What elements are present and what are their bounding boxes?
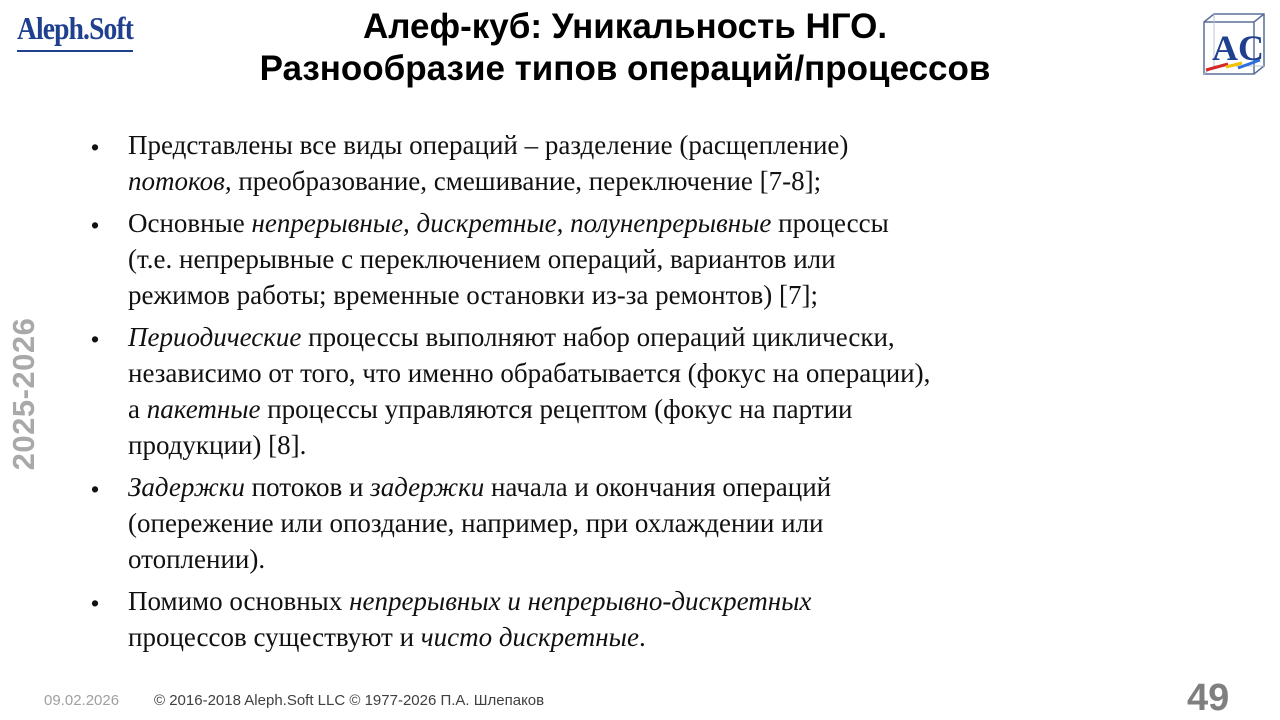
year-range-label: 2025-2026 bbox=[6, 317, 41, 471]
bullet-line bbox=[128, 319, 1180, 355]
title-line-1: Алеф-куб: Уникальность НГО. bbox=[362, 7, 888, 46]
bullet-item-operations bbox=[0, 127, 1180, 199]
bullet-line bbox=[128, 205, 1180, 241]
bullet-marker: • bbox=[91, 476, 100, 502]
text-run: Помимо основных bbox=[128, 586, 350, 616]
text-run: а bbox=[128, 394, 147, 424]
text-run: процессы управляются рецептом (фокус на партии bbox=[260, 394, 853, 424]
bullet-line bbox=[128, 619, 1180, 655]
italic-term: непрерывные, дискретные, полунепрерывные bbox=[251, 208, 772, 238]
italic-term: Периодические bbox=[128, 322, 302, 352]
bullet-marker: • bbox=[91, 326, 100, 352]
text-run: Основные bbox=[128, 208, 252, 238]
title-line-2: Разнообразие типов операций/процессов bbox=[259, 49, 991, 88]
bullet-marker: • bbox=[91, 212, 100, 238]
bullet-marker: • bbox=[91, 590, 100, 616]
logo-letters: AC bbox=[1212, 28, 1264, 68]
bullet-list bbox=[0, 127, 1180, 661]
italic-term: задержки bbox=[370, 472, 485, 502]
italic-term: непрерывных и непрерывно-дискретных bbox=[349, 586, 812, 616]
page-number: 49 bbox=[1187, 677, 1230, 719]
logo-underline bbox=[17, 50, 133, 52]
bullet-line bbox=[128, 163, 1180, 199]
bullet-item-delays bbox=[0, 469, 1180, 577]
bullet-line: Представлены все виды операций – разделение (расщепление) bbox=[128, 130, 849, 160]
italic-term: Задержки bbox=[128, 472, 245, 502]
text-run: потоков и bbox=[244, 472, 371, 502]
aleph-soft-logo: Aleph.Soft bbox=[17, 10, 134, 46]
text-run: начала и окончания операций bbox=[484, 472, 832, 502]
bullet-line: (т.е. непрерывные с переключением операций, вариантов или bbox=[128, 244, 836, 274]
bullet-line: отоплении). bbox=[128, 544, 266, 574]
bullet-line: продукции) [8]. bbox=[128, 430, 307, 460]
bullet-line bbox=[128, 391, 1180, 427]
text-run: преобразование, смешивание, переключение [7-8]; bbox=[231, 166, 822, 196]
italic-term: потоков, bbox=[128, 166, 232, 196]
bullet-marker: • bbox=[91, 134, 100, 160]
slide-title bbox=[200, 6, 1050, 90]
bullet-item-periodic bbox=[0, 319, 1180, 463]
bullet-line bbox=[128, 583, 1180, 619]
bullet-line: независимо от того, что именно обрабатывается (фокус на операции), bbox=[128, 358, 931, 388]
text-run: процессов существуют и bbox=[128, 622, 421, 652]
bullet-item-discrete bbox=[0, 583, 1180, 655]
bullet-line: (опережение или опоздание, например, при охлаждении или bbox=[128, 508, 824, 538]
text-run: процессы выполняют набор операций циклически, bbox=[301, 322, 895, 352]
italic-term: чисто дискретные bbox=[420, 622, 639, 652]
footer-copyright: © 2016-2018 Aleph.Soft LLC © 1977-2026 П.А. Шлепаков bbox=[154, 692, 545, 709]
bullet-line: режимов работы; временные остановки из-за ремонтов) [7]; bbox=[128, 280, 819, 310]
text-run: . bbox=[638, 622, 646, 652]
aleph-cube-logo-icon bbox=[1202, 12, 1266, 78]
footer-date: 09.02.2026 bbox=[44, 692, 120, 709]
bullet-line bbox=[128, 469, 1180, 505]
italic-term: пакетные bbox=[146, 394, 261, 424]
bullet-item-process-types bbox=[0, 205, 1180, 313]
text-run: процессы bbox=[771, 208, 889, 238]
